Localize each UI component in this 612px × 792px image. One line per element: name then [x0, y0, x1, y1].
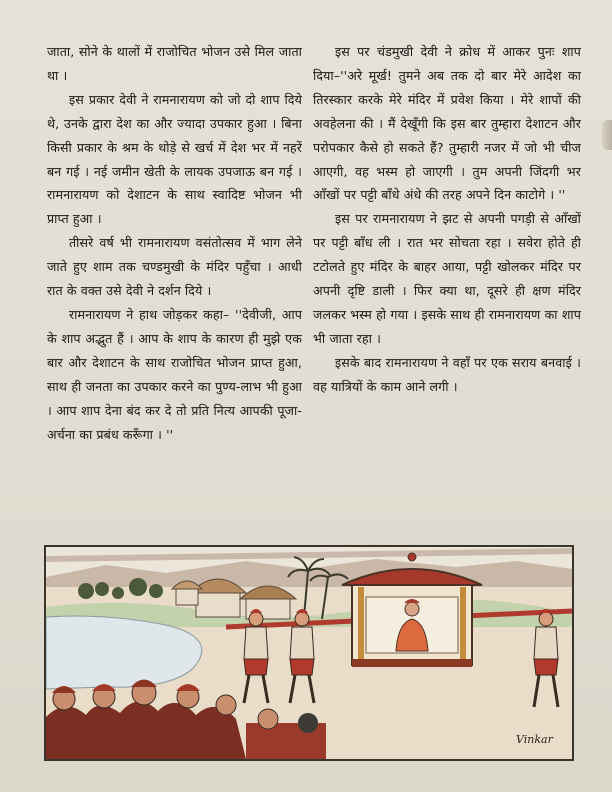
paragraph: इसके बाद रामनारायण ने वहाँ पर एक सराय बनवाई । वह यात्रियों के काम आने लगी । — [313, 354, 581, 394]
page-edge-tab — [602, 120, 612, 150]
paragraph: इस पर रामनारायण ने झट से अपनी पगड़ी से आँखों पर पट्टी बाँध ली । रात भर सोचता रहा । सवेरा होते ही टटोलते हुए मंदिर के बाहर आया, पट्टी खोलकर मंदिर पर अपनी दृष्टि डाली । फिर क्या था, दूसरे ही क्षण मंदिर जलकर भस्म हो गया । इसके साथ ही रामनारायण का शाप भी जाता रहा । — [313, 211, 581, 346]
paragraph: रामनारायण ने हाथ जोड़कर कहा– ''देवीजी, आप के शाप अद्भुत हैं । आप के शाप के कारण ही मुझे एक बार और देशाटन के साथ राजोचित भोजन प्राप्त हुआ, साथ ही जनता का उपकार करने का पुण्य-लाभ भी हुआ । आप शाप देना बंद कर दे तो प्रति नित्य आपकी पूजा-अर्चना का प्रबंध करूँगा । '' — [47, 306, 302, 442]
text-column-left — [47, 40, 302, 446]
artist-signature: Vinkar — [516, 733, 553, 746]
paragraph: जाता, सोने के थालों में राजोचित भोजन उसे मिल जाता था । — [47, 44, 302, 83]
paragraph: तीसरे वर्ष भी रामनारायण वसंतोत्सव में भाग लेने जाते हुए शाम तक चण्डमुखी के मंदिर पहुँचा । आधी रात के वक्त उसे देवी ने दर्शन दिये । — [47, 235, 302, 299]
palanquin-scene — [46, 547, 572, 759]
story-illustration — [44, 545, 574, 761]
text-column-right — [313, 40, 581, 399]
paragraph: इस प्रकार देवी ने रामनारायण को जो दो शाप दिये थे, उनके द्वारा देश का और ज्यादा उपकार हुआ । बिना किसी प्रकार के श्रम के थोड़े से खर्च में देश भर में नहरें बन गई । नई जमीन खेती के लायक उपजाऊ बन गई । रामनारायण को देशाटन के साथ स्वादिष्ट भोजन भी प्राप्त हुआ । — [47, 91, 302, 227]
paragraph: इस पर चंडमुखी देवी ने क्रोध में आकर पुनः शाप दिया–''अरे मूर्ख! तुमने अब तक दो बार मेरे आदेश का तिरस्कार करके मेरे मंदिर में प्रवेश किया । मेरे शापों की अवहेलना की । मैं देखूँगी कि इस बार तुम्हारा देशाटन और परोपकार कैसे हो सकते हैं? तुम्हारी नजर में जो भी चीज आएगी, वह भस्म हो जाएगी । तुम अपनी जिंदगी भर आँखों पर पट्टी बाँधे अंधे की तरह अपने दिन काटोगे । '' — [313, 44, 581, 203]
